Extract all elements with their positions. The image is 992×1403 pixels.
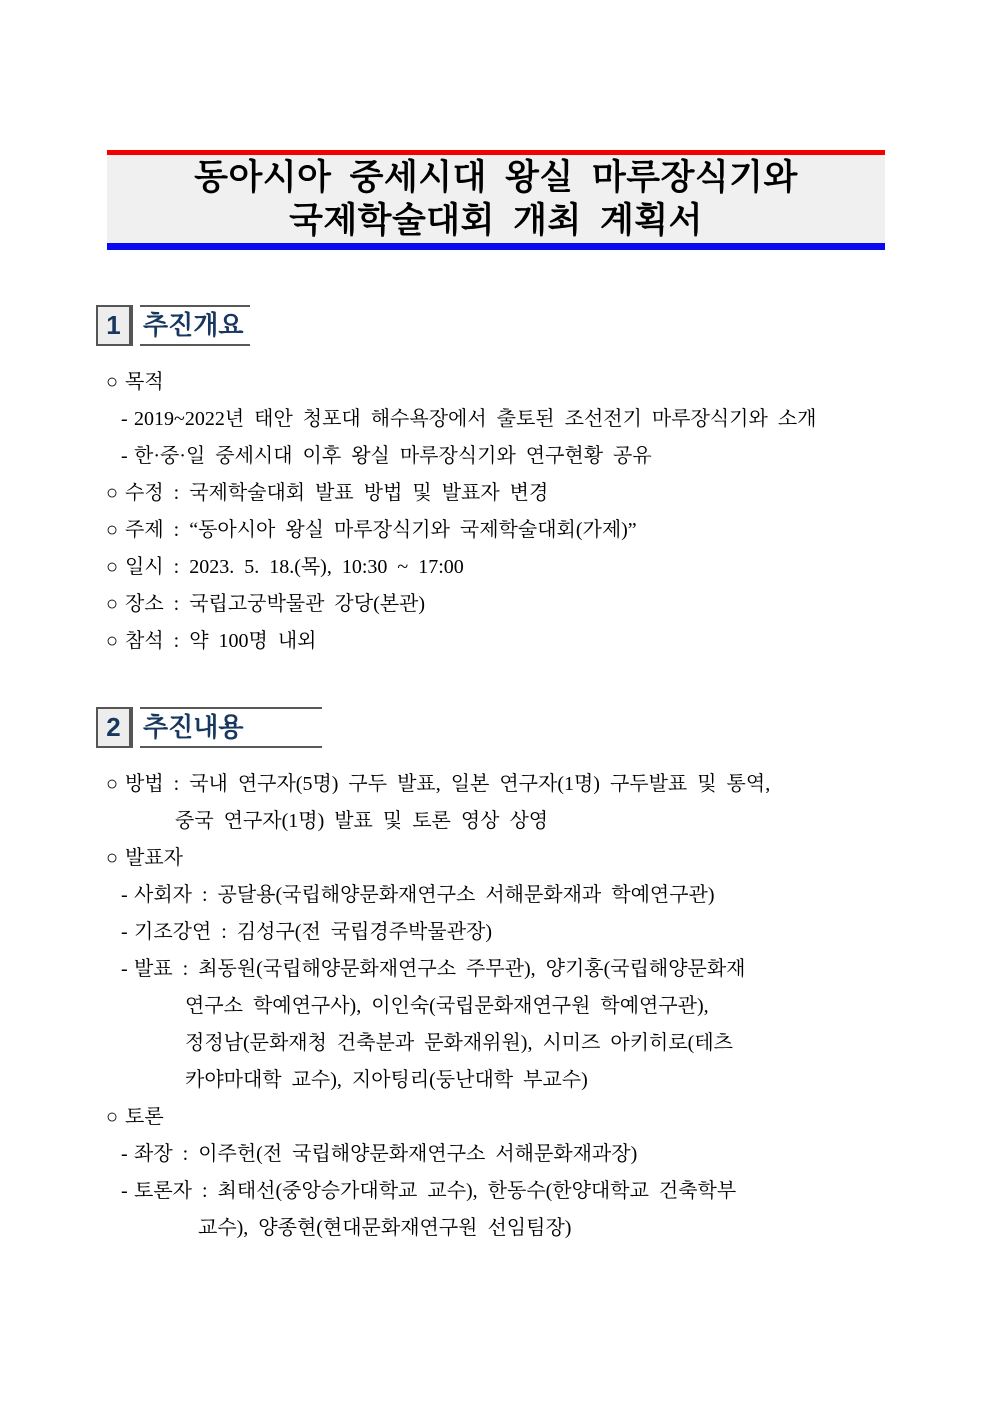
document-body: [0, 305, 992, 1247]
list-item: [0, 1136, 992, 1173]
list-item: [0, 951, 992, 988]
bullet-marker: -: [121, 1180, 128, 1202]
bullet-marker: -: [121, 884, 128, 906]
bullet-marker: ○: [106, 847, 119, 869]
list-item: [0, 1025, 992, 1062]
bullet-marker: ○: [106, 371, 119, 393]
list-item-text: 토론자 : 최태선(중앙승가대학교 교수), 한동수(한양대학교 건축학부: [134, 1180, 737, 1202]
list-item: [0, 364, 992, 401]
list-item: [0, 549, 992, 586]
bullet-marker: ○: [106, 556, 119, 578]
list-item: [0, 475, 992, 512]
section-item-list: [0, 766, 992, 1247]
section-heading: 추진내용: [140, 707, 322, 748]
list-item-text: 목적: [125, 371, 164, 393]
list-item: [0, 840, 992, 877]
title-block: [107, 150, 885, 250]
bullet-marker: ○: [106, 630, 119, 652]
section-number-box: 1: [96, 305, 133, 346]
bullet-marker: -: [121, 408, 128, 430]
bullet-marker: ○: [106, 773, 119, 795]
list-item: [0, 586, 992, 623]
list-item: [0, 766, 992, 803]
bullet-marker: ○: [106, 482, 119, 504]
list-item-text: 일시 : 2023. 5. 18.(목), 10:30 ~ 17:00: [125, 556, 464, 578]
list-item: [0, 877, 992, 914]
list-item: [0, 401, 992, 438]
section-item-list: [0, 364, 992, 660]
list-item-text: 발표 : 최동원(국립해양문화재연구소 주무관), 양기홍(국립해양문화재: [134, 958, 746, 980]
bullet-marker: ○: [106, 1106, 119, 1128]
bullet-marker: -: [121, 445, 128, 467]
bullet-marker: ○: [106, 593, 119, 615]
bullet-marker: -: [121, 921, 128, 943]
list-item: [0, 1210, 992, 1247]
list-item: [0, 438, 992, 475]
list-item-text: 교수), 양종현(현대문화재연구원 선임팀장): [198, 1217, 572, 1239]
title-bottom-bar: [107, 243, 885, 250]
page-title: [107, 155, 885, 243]
list-item: [0, 988, 992, 1025]
list-item-text: 발표자: [125, 847, 183, 869]
list-item-text: 방법 : 국내 연구자(5명) 구두 발표, 일본 연구자(1명) 구두발표 및 통역,: [125, 773, 771, 795]
page-title-line2: 국제학술대회 개최 계획서: [289, 201, 703, 240]
section-number-box: 2: [96, 707, 133, 748]
list-item-text: 장소 : 국립고궁박물관 강당(본관): [125, 593, 426, 615]
section-header: [96, 305, 992, 346]
list-item: [0, 1099, 992, 1136]
list-item-text: 참석 : 약 100명 내외: [125, 630, 317, 652]
bullet-marker: -: [121, 1143, 128, 1165]
list-item-text: 주제 : “동아시아 왕실 마루장식기와 국제학술대회(가제)”: [125, 519, 637, 541]
list-item-text: 수정 : 국제학술대회 발표 방법 및 발표자 변경: [125, 482, 549, 504]
list-item: [0, 803, 992, 840]
section: [0, 707, 992, 1247]
list-item-text: 중국 연구자(1명) 발표 및 토론 영상 상영: [175, 810, 549, 832]
list-item-text: 좌장 : 이주헌(전 국립해양문화재연구소 서해문화재과장): [134, 1143, 638, 1165]
section-heading: 추진개요: [140, 305, 250, 346]
list-item-text: 사회자 : 공달용(국립해양문화재연구소 서해문화재과 학예연구관): [134, 884, 715, 906]
list-item: [0, 914, 992, 951]
list-item-text: 연구소 학예연구사), 이인숙(국립문화재연구원 학예연구관),: [185, 995, 709, 1017]
list-item-text: 토론: [125, 1106, 164, 1128]
bullet-marker: -: [121, 958, 128, 980]
list-item: [0, 623, 992, 660]
page-title-line1: 동아시아 중세시대 왕실 마루장식기와: [194, 158, 798, 197]
list-item-text: 카야마대학 교수), 지아팅리(둥난대학 부교수): [185, 1069, 588, 1091]
list-item: [0, 1173, 992, 1210]
bullet-marker: ○: [106, 519, 119, 541]
list-item-text: 기조강연 : 김성구(전 국립경주박물관장): [134, 921, 492, 943]
list-item-text: 한·중·일 중세시대 이후 왕실 마루장식기와 연구현황 공유: [134, 445, 652, 467]
list-item: [0, 512, 992, 549]
section-header: [96, 707, 992, 748]
list-item-text: 정정남(문화재청 건축분과 문화재위원), 시미즈 아키히로(테츠: [185, 1032, 733, 1054]
list-item-text: 2019~2022년 태안 청포대 해수욕장에서 출토된 조선전기 마루장식기와 소개: [134, 408, 817, 430]
list-item: [0, 1062, 992, 1099]
section: [0, 305, 992, 660]
